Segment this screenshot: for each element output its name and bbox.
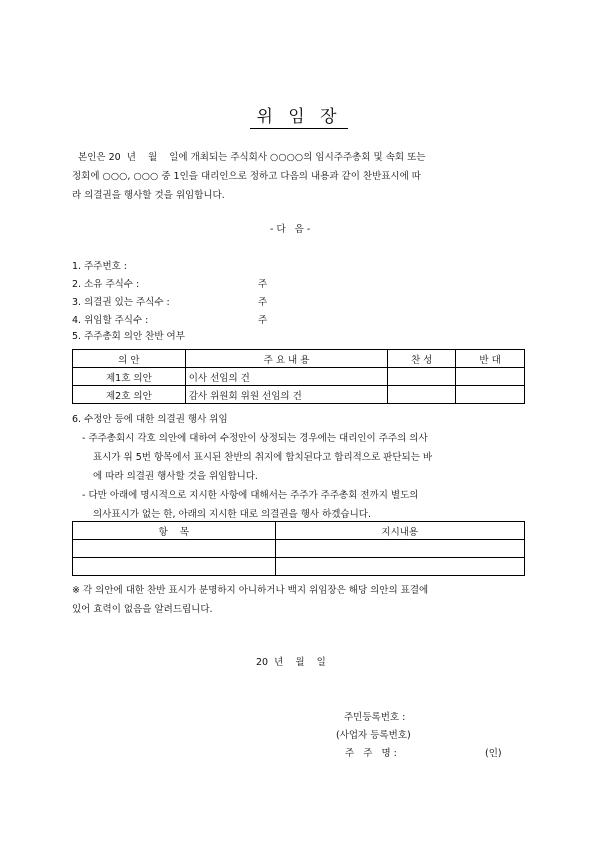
item-voting-shares-unit: 주 — [258, 297, 268, 308]
shareholder-name-label: 주 주 명 : — [345, 748, 397, 759]
section6-line: - 주주총회시 각호 의안에 대하여 수정안이 상정되는 경우에는 대리인이 주주의 의사 — [82, 433, 428, 444]
table-row — [73, 386, 525, 404]
instruction-item-cell[interactable] — [73, 540, 276, 558]
vote-against-cell[interactable] — [456, 386, 525, 404]
instruction-item-cell[interactable] — [73, 558, 276, 576]
intro-line: 본인은 20 년 월 일에 개최되는 주식회사 ○○○○의 임시주주총회 및 속회 또는 — [72, 152, 426, 163]
header-agenda: 의 안 — [73, 350, 186, 368]
header-for: 찬 성 — [388, 350, 456, 368]
agenda-no: 제1호 의안 — [73, 368, 186, 386]
section6-line: 표시가 위 5번 항목에서 표시된 찬반의 취지에 합치된다고 합리적으로 판단되는 바 — [93, 452, 433, 463]
header-content: 주 요 내 용 — [185, 350, 388, 368]
table-row — [73, 540, 525, 558]
document-date: 20 년 월 일 — [256, 657, 326, 668]
vote-against-cell[interactable] — [456, 368, 525, 386]
header-instruction: 지시내용 — [275, 522, 524, 540]
section-separator: - 다 음 - — [270, 224, 311, 235]
item-owned-shares-unit: 주 — [258, 279, 268, 290]
instruction-table — [72, 521, 525, 576]
vote-for-cell[interactable] — [388, 386, 456, 404]
item-delegated-shares-unit: 주 — [258, 315, 268, 326]
section6-line: 에 따라 의결권 행사할 것을 위임합니다. — [93, 471, 258, 482]
item-agenda-vote: 5. 주주총회 의안 찬반 여부 — [72, 331, 185, 342]
header-against: 반 대 — [456, 350, 525, 368]
item-owned-shares: 2. 소유 주식수 : — [72, 279, 140, 290]
intro-paragraph — [72, 148, 532, 205]
instruction-content-cell[interactable] — [275, 558, 524, 576]
intro-line: 라 의결권을 행사할 것을 위임합니다. — [72, 190, 225, 201]
document-title: 위 임 장 — [256, 107, 342, 127]
instruction-table-header — [73, 522, 525, 540]
business-number-label: (사업자 등록번호) — [336, 730, 411, 741]
agenda-table — [72, 349, 525, 404]
resident-number-label: 주민등록번호 : — [344, 712, 406, 723]
item-voting-shares: 3. 의결권 있는 주식수 : — [72, 297, 170, 308]
agenda-content: 감사 위원회 위원 선임의 건 — [185, 386, 388, 404]
section6-heading: 6. 수정안 등에 대한 의결권 행사 위임 — [72, 414, 228, 425]
instruction-content-cell[interactable] — [275, 540, 524, 558]
header-item: 항 목 — [73, 522, 276, 540]
section6-line: - 다만 아래에 명시적으로 지시한 사항에 대해서는 주주가 주주총회 전까지 별도의 — [82, 490, 419, 501]
notice-line: 있어 효력이 없음을 알려드립니다. — [72, 604, 213, 615]
notice-line: ※ 각 의안에 대한 찬반 표시가 분명하지 아니하거나 백지 위임장은 해당 의안의 표결에 — [72, 585, 429, 596]
table-row — [73, 368, 525, 386]
seal-mark: (인) — [485, 748, 502, 759]
item-shareholder-number: 1. 주주번호 : — [72, 261, 128, 272]
agenda-content: 이사 선임의 건 — [185, 368, 388, 386]
section6-line: 의사표시가 없는 한, 아래의 지시한 대로 의결권을 행사 하겠습니다. — [93, 509, 371, 520]
vote-for-cell[interactable] — [388, 368, 456, 386]
agenda-table-header — [73, 350, 525, 368]
agenda-no: 제2호 의안 — [73, 386, 186, 404]
item-delegated-shares: 4. 위임할 주식수 : — [72, 315, 149, 326]
title-underline — [250, 128, 348, 129]
intro-line: 정회에 ○○○, ○○○ 중 1인을 대리인으로 정하고 다음의 내용과 같이 찬반표시에 따 — [72, 171, 421, 182]
notice — [72, 581, 532, 619]
section6-body — [82, 429, 532, 524]
table-row — [73, 558, 525, 576]
